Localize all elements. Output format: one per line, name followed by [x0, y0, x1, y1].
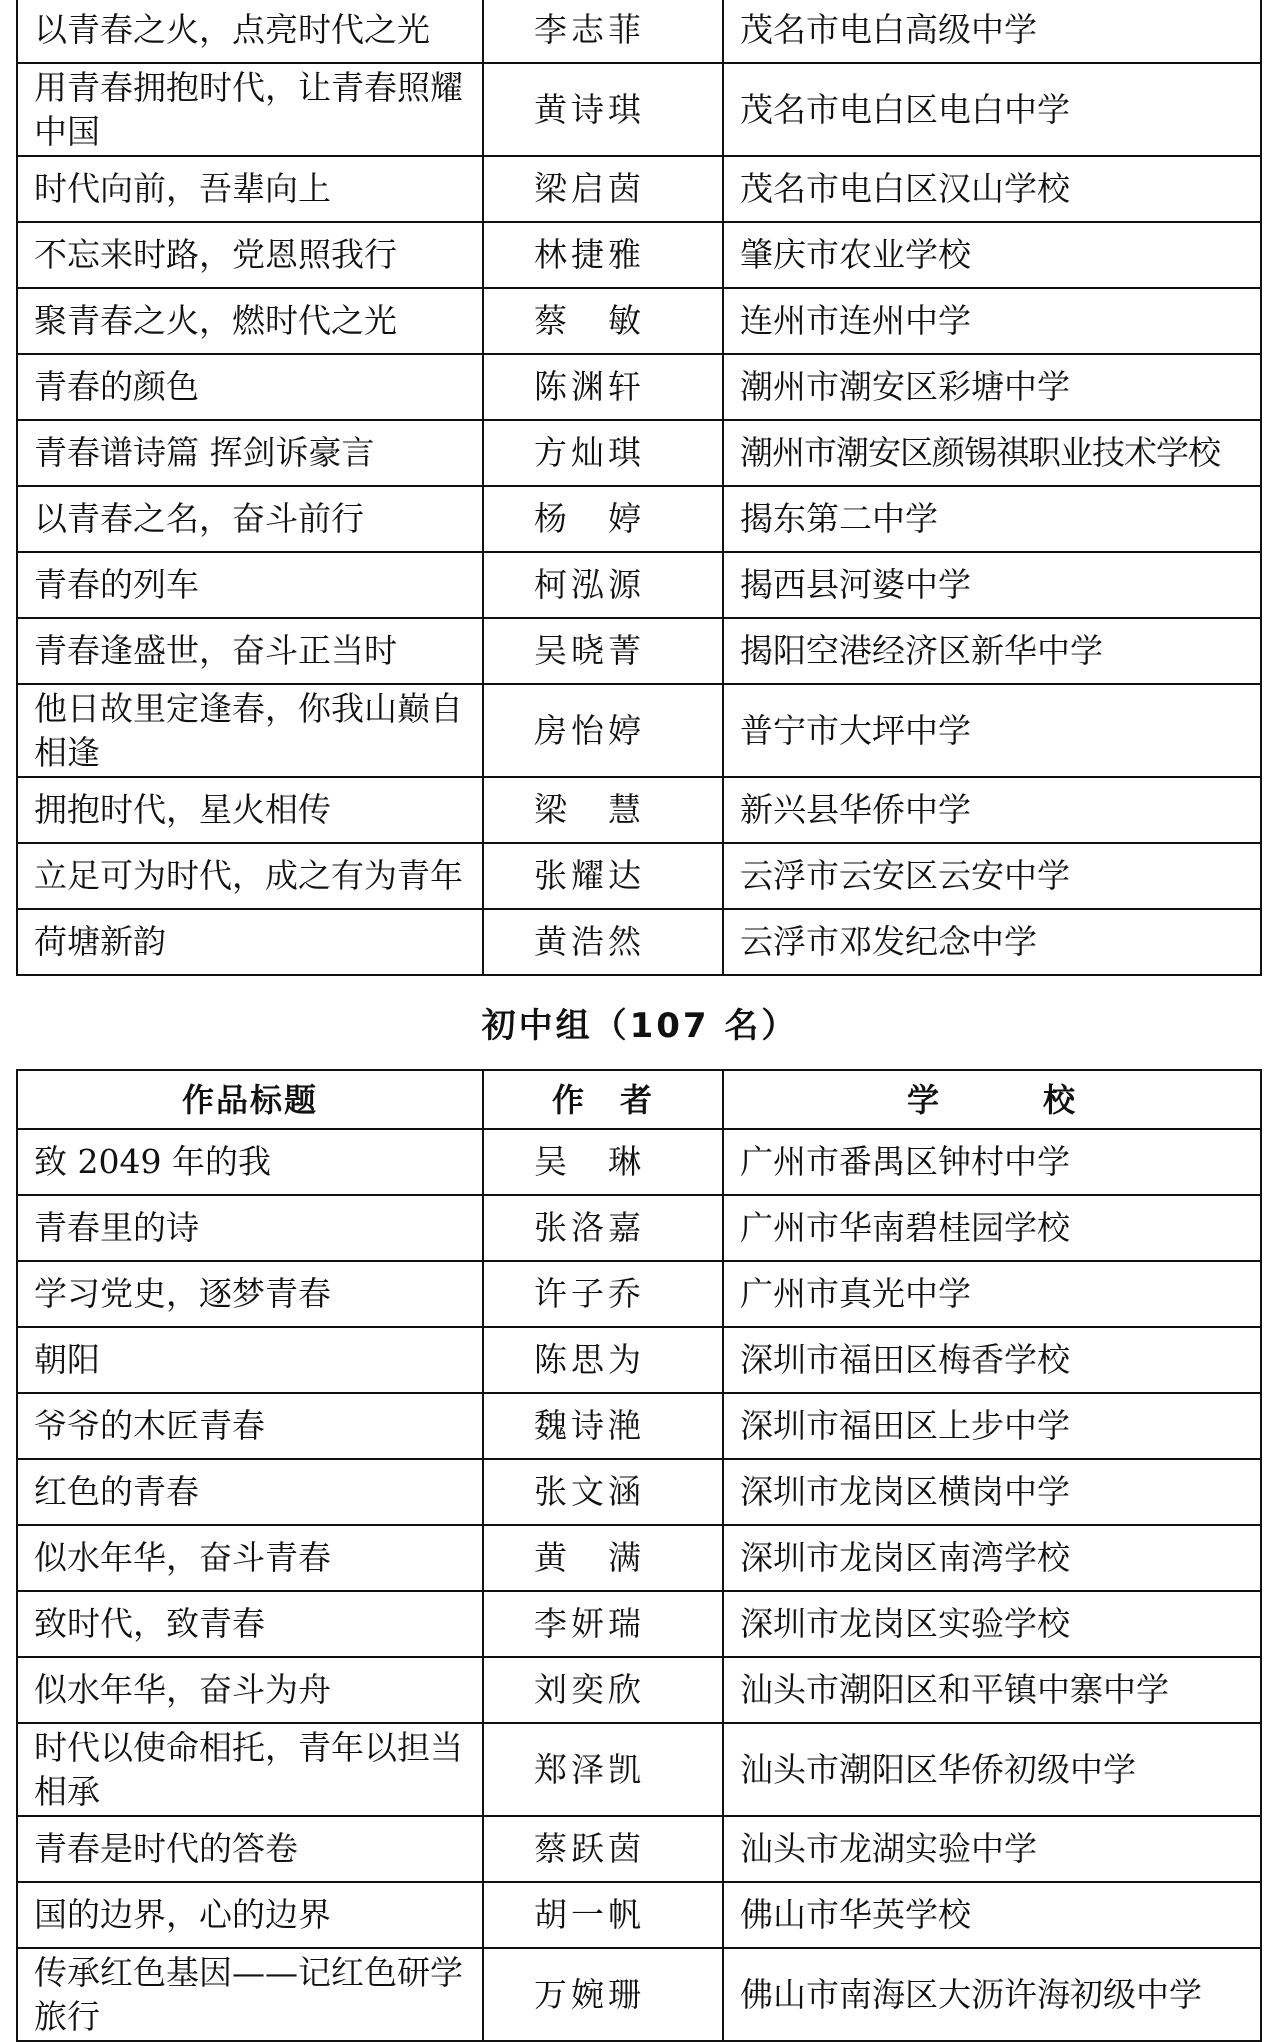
work-title: 爷爷的木匠青春 [17, 1393, 483, 1459]
column-header-title: 作品标题 [17, 1070, 483, 1129]
table-row [17, 156, 1261, 222]
author-name: 蔡 敏 [483, 288, 723, 354]
table-row [17, 0, 1261, 63]
table-row [17, 1525, 1261, 1591]
school-name: 深圳市福田区梅香学校 [723, 1327, 1261, 1393]
author-name: 张洛嘉 [483, 1195, 723, 1261]
school-name: 揭阳空港经济区新华中学 [723, 618, 1261, 684]
work-title: 青春谱诗篇 挥剑诉豪言 [17, 420, 483, 486]
work-title: 国的边界，心的边界 [17, 1882, 483, 1948]
school-name: 云浮市云安区云安中学 [723, 843, 1261, 909]
work-title: 用青春拥抱时代，让青春照耀中国 [17, 63, 483, 156]
school-name: 汕头市潮阳区华侨初级中学 [723, 1723, 1261, 1816]
table-row [17, 1591, 1261, 1657]
work-title: 以青春之火，点亮时代之光 [17, 0, 483, 63]
school-name: 深圳市龙岗区横岗中学 [723, 1459, 1261, 1525]
table-row [17, 354, 1261, 420]
author-name: 万婉珊 [483, 1948, 723, 2041]
table-row [17, 1459, 1261, 1525]
work-title: 青春是时代的答卷 [17, 1816, 483, 1882]
work-title: 不忘来时路，党恩照我行 [17, 222, 483, 288]
author-name: 黄 满 [483, 1525, 723, 1591]
work-title: 立足可为时代，成之有为青年 [17, 843, 483, 909]
school-name: 茂名市电白高级中学 [723, 0, 1261, 63]
table-row [17, 486, 1261, 552]
author-name: 方灿琪 [483, 420, 723, 486]
table-row [17, 552, 1261, 618]
table-row [17, 1657, 1261, 1723]
table-row [17, 1882, 1261, 1948]
author-name: 刘奕欣 [483, 1657, 723, 1723]
table-row [17, 684, 1261, 777]
author-name: 黄浩然 [483, 909, 723, 975]
table-row [17, 1261, 1261, 1327]
table-row [17, 1393, 1261, 1459]
school-name: 茂名市电白区电白中学 [723, 63, 1261, 156]
work-title: 青春里的诗 [17, 1195, 483, 1261]
school-name: 广州市华南碧桂园学校 [723, 1195, 1261, 1261]
author-name: 郑泽凯 [483, 1723, 723, 1816]
author-name: 许子乔 [483, 1261, 723, 1327]
school-name: 深圳市福田区上步中学 [723, 1393, 1261, 1459]
author-name: 黄诗琪 [483, 63, 723, 156]
work-title: 以青春之名，奋斗前行 [17, 486, 483, 552]
table-row [17, 420, 1261, 486]
work-title: 学习党史，逐梦青春 [17, 1261, 483, 1327]
author-name: 魏诗滟 [483, 1393, 723, 1459]
table-row [17, 1816, 1261, 1882]
author-name: 林捷雅 [483, 222, 723, 288]
school-name: 深圳市龙岗区实验学校 [723, 1591, 1261, 1657]
work-title: 传承红色基因——记红色研学旅行 [17, 1948, 483, 2041]
work-title: 青春的列车 [17, 552, 483, 618]
author-name: 陈思为 [483, 1327, 723, 1393]
work-title: 似水年华，奋斗青春 [17, 1525, 483, 1591]
author-name: 梁 慧 [483, 777, 723, 843]
table-row [17, 909, 1261, 975]
work-title: 他日故里定逢春，你我山巅自相逢 [17, 684, 483, 777]
school-name: 广州市番禺区钟村中学 [723, 1129, 1261, 1195]
school-name: 汕头市潮阳区和平镇中寨中学 [723, 1657, 1261, 1723]
school-name: 佛山市华英学校 [723, 1882, 1261, 1948]
school-name: 肇庆市农业学校 [723, 222, 1261, 288]
work-title: 朝阳 [17, 1327, 483, 1393]
table-row [17, 1327, 1261, 1393]
school-name: 广州市真光中学 [723, 1261, 1261, 1327]
author-name: 蔡跃茵 [483, 1816, 723, 1882]
table-row [17, 1195, 1261, 1261]
table-row [17, 63, 1261, 156]
work-title: 致 2049 年的我 [17, 1129, 483, 1195]
table-header-row [17, 1070, 1261, 1129]
table-row [17, 1129, 1261, 1195]
column-header-school: 学 校 [723, 1070, 1261, 1129]
author-name: 李志菲 [483, 0, 723, 63]
author-name: 梁启茵 [483, 156, 723, 222]
table-row [17, 222, 1261, 288]
work-title: 红色的青春 [17, 1459, 483, 1525]
school-name: 深圳市龙岗区南湾学校 [723, 1525, 1261, 1591]
author-name: 胡一帆 [483, 1882, 723, 1948]
author-name: 吴 琳 [483, 1129, 723, 1195]
author-name: 陈渊轩 [483, 354, 723, 420]
work-title: 似水年华，奋斗为舟 [17, 1657, 483, 1723]
work-title: 荷塘新韵 [17, 909, 483, 975]
work-title: 拥抱时代，星火相传 [17, 777, 483, 843]
author-name: 房怡婷 [483, 684, 723, 777]
author-name: 张文涵 [483, 1459, 723, 1525]
work-title: 聚青春之火，燃时代之光 [17, 288, 483, 354]
author-name: 柯泓源 [483, 552, 723, 618]
table-row [17, 1723, 1261, 1816]
junior-awards-table [16, 1069, 1262, 2042]
school-name: 揭西县河婆中学 [723, 552, 1261, 618]
author-name: 张耀达 [483, 843, 723, 909]
work-title: 致时代，致青春 [17, 1591, 483, 1657]
school-name: 汕头市龙湖实验中学 [723, 1816, 1261, 1882]
school-name: 揭东第二中学 [723, 486, 1261, 552]
school-name: 云浮市邓发纪念中学 [723, 909, 1261, 975]
work-title: 时代以使命相托，青年以担当相承 [17, 1723, 483, 1816]
section-heading: 初中组（107 名） [481, 1006, 799, 1046]
author-name: 杨 婷 [483, 486, 723, 552]
senior-awards-table [16, 0, 1262, 976]
school-name: 潮州市潮安区颜锡祺职业技术学校 [723, 420, 1261, 486]
work-title: 时代向前，吾辈向上 [17, 156, 483, 222]
work-title: 青春的颜色 [17, 354, 483, 420]
table-row [17, 777, 1261, 843]
table-row [17, 288, 1261, 354]
author-name: 李妍瑞 [483, 1591, 723, 1657]
table-row [17, 1948, 1261, 2041]
table-row [17, 618, 1261, 684]
school-name: 潮州市潮安区彩塘中学 [723, 354, 1261, 420]
school-name: 普宁市大坪中学 [723, 684, 1261, 777]
work-title: 青春逢盛世，奋斗正当时 [17, 618, 483, 684]
author-name: 吴晓菁 [483, 618, 723, 684]
school-name: 茂名市电白区汉山学校 [723, 156, 1261, 222]
column-header-author: 作 者 [483, 1070, 723, 1129]
school-name: 佛山市南海区大沥许海初级中学 [723, 1948, 1261, 2041]
table-row [17, 843, 1261, 909]
school-name: 连州市连州中学 [723, 288, 1261, 354]
school-name: 新兴县华侨中学 [723, 777, 1261, 843]
